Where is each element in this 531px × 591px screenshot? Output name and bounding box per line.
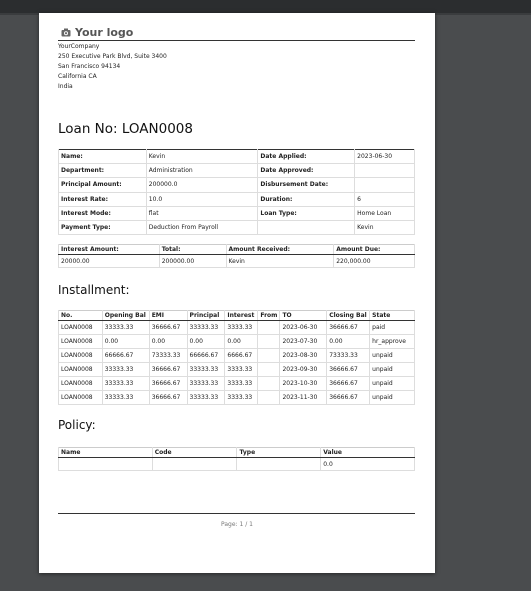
info-label: Interest Rate:: [59, 192, 147, 206]
installment-cell: 0.00: [149, 335, 187, 349]
installment-header: EMI: [149, 311, 187, 321]
summary-header: Amount Received:: [226, 245, 334, 255]
info-value: 10.0: [146, 192, 258, 206]
footer-divider: [58, 513, 415, 514]
installment-row: [59, 335, 415, 349]
info-label: Disbursement Date:: [258, 178, 355, 192]
info-label: Date Applied:: [258, 150, 355, 164]
installment-cell: 0.00: [327, 335, 370, 349]
installment-cell: 36666.67: [327, 321, 370, 335]
loan-title: Loan No: LOAN0008: [58, 121, 193, 137]
installment-cell: LOAN0008: [59, 349, 103, 363]
installment-heading: Installment:: [58, 283, 130, 297]
policy-header: Code: [152, 448, 237, 458]
policy-row: [59, 458, 415, 471]
installment-cell: 33333.33: [102, 391, 149, 405]
installment-cell: [258, 321, 280, 335]
installment-cell: 0.00: [102, 335, 149, 349]
installment-row: [59, 321, 415, 335]
installment-cell: 3333.33: [225, 377, 258, 391]
installment-cell: 2023-11-30: [280, 391, 327, 405]
installment-cell: 33333.33: [102, 363, 149, 377]
installment-row: [59, 349, 415, 363]
company-state: California CA: [58, 73, 97, 80]
company-address: [58, 42, 167, 92]
installment-cell: LOAN0008: [59, 335, 103, 349]
installment-cell: 33333.33: [187, 377, 225, 391]
installment-cell: 3333.33: [225, 363, 258, 377]
installment-cell: LOAN0008: [59, 391, 103, 405]
policy-cell: [152, 458, 237, 471]
info-row: [59, 178, 415, 192]
viewer-toolbar: [0, 0, 531, 13]
info-value: 200000.0: [146, 178, 258, 192]
installment-cell: LOAN0008: [59, 363, 103, 377]
summary-header: Interest Amount:: [59, 245, 160, 255]
installment-cell: unpaid: [370, 363, 415, 377]
info-label: Loan Type:: [258, 206, 355, 220]
info-row: [59, 192, 415, 206]
info-label: [258, 220, 355, 234]
info-value: Home Loan: [355, 206, 415, 220]
report-page: [39, 13, 435, 573]
info-row: [59, 220, 415, 234]
installment-cell: 73333.33: [149, 349, 187, 363]
installment-cell: 73333.33: [327, 349, 370, 363]
installment-cell: [258, 335, 280, 349]
installment-header: State: [370, 311, 415, 321]
installment-cell: hr_approve: [370, 335, 415, 349]
info-value: Kevin: [146, 150, 258, 164]
installment-header: TO: [280, 311, 327, 321]
installment-header: Interest: [225, 311, 258, 321]
summary-row: [59, 255, 415, 268]
info-label: Interest Mode:: [59, 206, 147, 220]
info-value: 2023-06-30: [355, 150, 415, 164]
installment-cell: 2023-08-30: [280, 349, 327, 363]
installment-cell: [258, 391, 280, 405]
summary-header: Amount Due:: [334, 245, 415, 255]
company-city: San Francisco 94134: [58, 63, 121, 70]
loan-info-table: [58, 149, 415, 235]
installment-cell: 36666.67: [149, 321, 187, 335]
installment-cell: 0.00: [187, 335, 225, 349]
installment-cell: 2023-09-30: [280, 363, 327, 377]
policy-header: Type: [237, 448, 321, 458]
header-divider: [58, 40, 415, 41]
installment-header: Opening Bal: [102, 311, 149, 321]
installment-cell: 33333.33: [102, 377, 149, 391]
company-street: 250 Executive Park Blvd, Suite 3400: [58, 53, 167, 60]
info-value: [355, 178, 415, 192]
installment-header: From: [258, 311, 280, 321]
installment-cell: 33333.33: [102, 321, 149, 335]
installment-cell: unpaid: [370, 391, 415, 405]
installment-cell: unpaid: [370, 377, 415, 391]
info-label: Principal Amount:: [59, 178, 147, 192]
installment-cell: 33333.33: [187, 363, 225, 377]
installment-cell: 36666.67: [149, 391, 187, 405]
policy-cell: [237, 458, 321, 471]
summary-value: 20000.00: [59, 255, 160, 268]
info-label: Department:: [59, 164, 147, 178]
info-label: Date Approved:: [258, 164, 355, 178]
installment-cell: 0.00: [225, 335, 258, 349]
installment-cell: 36666.67: [327, 363, 370, 377]
info-label: Duration:: [258, 192, 355, 206]
page-number: Page: 1 / 1: [221, 521, 253, 528]
policy-cell: 0.0: [321, 458, 415, 471]
info-row: [59, 206, 415, 220]
installment-row: [59, 377, 415, 391]
installment-header: No.: [59, 311, 103, 321]
summary-value: 200000.00: [159, 255, 226, 268]
info-row: [59, 164, 415, 178]
policy-heading: Policy:: [58, 418, 96, 432]
installment-cell: 36666.67: [149, 377, 187, 391]
installment-cell: 2023-06-30: [280, 321, 327, 335]
logo-text: Your logo: [75, 25, 134, 39]
info-value: 6: [355, 192, 415, 206]
info-value: [355, 164, 415, 178]
summary-value: Kevin: [226, 255, 334, 268]
installment-header-row: [59, 311, 415, 321]
policy-header-row: [59, 448, 415, 458]
info-value: Administration: [146, 164, 258, 178]
info-row: [59, 150, 415, 164]
installment-cell: 66666.67: [102, 349, 149, 363]
installment-row: [59, 391, 415, 405]
installment-table: [58, 310, 415, 405]
installment-cell: 36666.67: [149, 363, 187, 377]
installment-cell: 2023-07-30: [280, 335, 327, 349]
installment-header: Closing Bal: [327, 311, 370, 321]
info-value: Deduction From Payroll: [146, 220, 258, 234]
installment-cell: unpaid: [370, 349, 415, 363]
company-name: YourCompany: [58, 43, 100, 50]
info-value: Kevin: [355, 220, 415, 234]
company-country: India: [58, 83, 73, 90]
installment-cell: 2023-10-30: [280, 377, 327, 391]
installment-cell: 33333.33: [187, 391, 225, 405]
installment-cell: 3333.33: [225, 391, 258, 405]
loan-summary-table: [58, 244, 415, 268]
installment-cell: [258, 363, 280, 377]
installment-cell: paid: [370, 321, 415, 335]
info-label: Name:: [59, 150, 147, 164]
installment-cell: 36666.67: [327, 391, 370, 405]
installment-cell: 6666.67: [225, 349, 258, 363]
installment-cell: 33333.33: [187, 321, 225, 335]
info-value: flat: [146, 206, 258, 220]
company-logo: [61, 25, 133, 39]
installment-cell: LOAN0008: [59, 321, 103, 335]
installment-cell: 66666.67: [187, 349, 225, 363]
policy-header: Name: [59, 448, 153, 458]
installment-row: [59, 363, 415, 377]
summary-header: Total:: [159, 245, 226, 255]
policy-cell: [59, 458, 153, 471]
installment-cell: [258, 349, 280, 363]
policy-table: [58, 447, 415, 471]
camera-icon: [61, 28, 71, 37]
installment-cell: 3333.33: [225, 321, 258, 335]
policy-header: Value: [321, 448, 415, 458]
installment-cell: LOAN0008: [59, 377, 103, 391]
summary-value: 220,000.00: [334, 255, 415, 268]
summary-header-row: [59, 245, 415, 255]
info-label: Payment Type:: [59, 220, 147, 234]
installment-header: Principal: [187, 311, 225, 321]
installment-cell: [258, 377, 280, 391]
installment-cell: 36666.67: [327, 377, 370, 391]
